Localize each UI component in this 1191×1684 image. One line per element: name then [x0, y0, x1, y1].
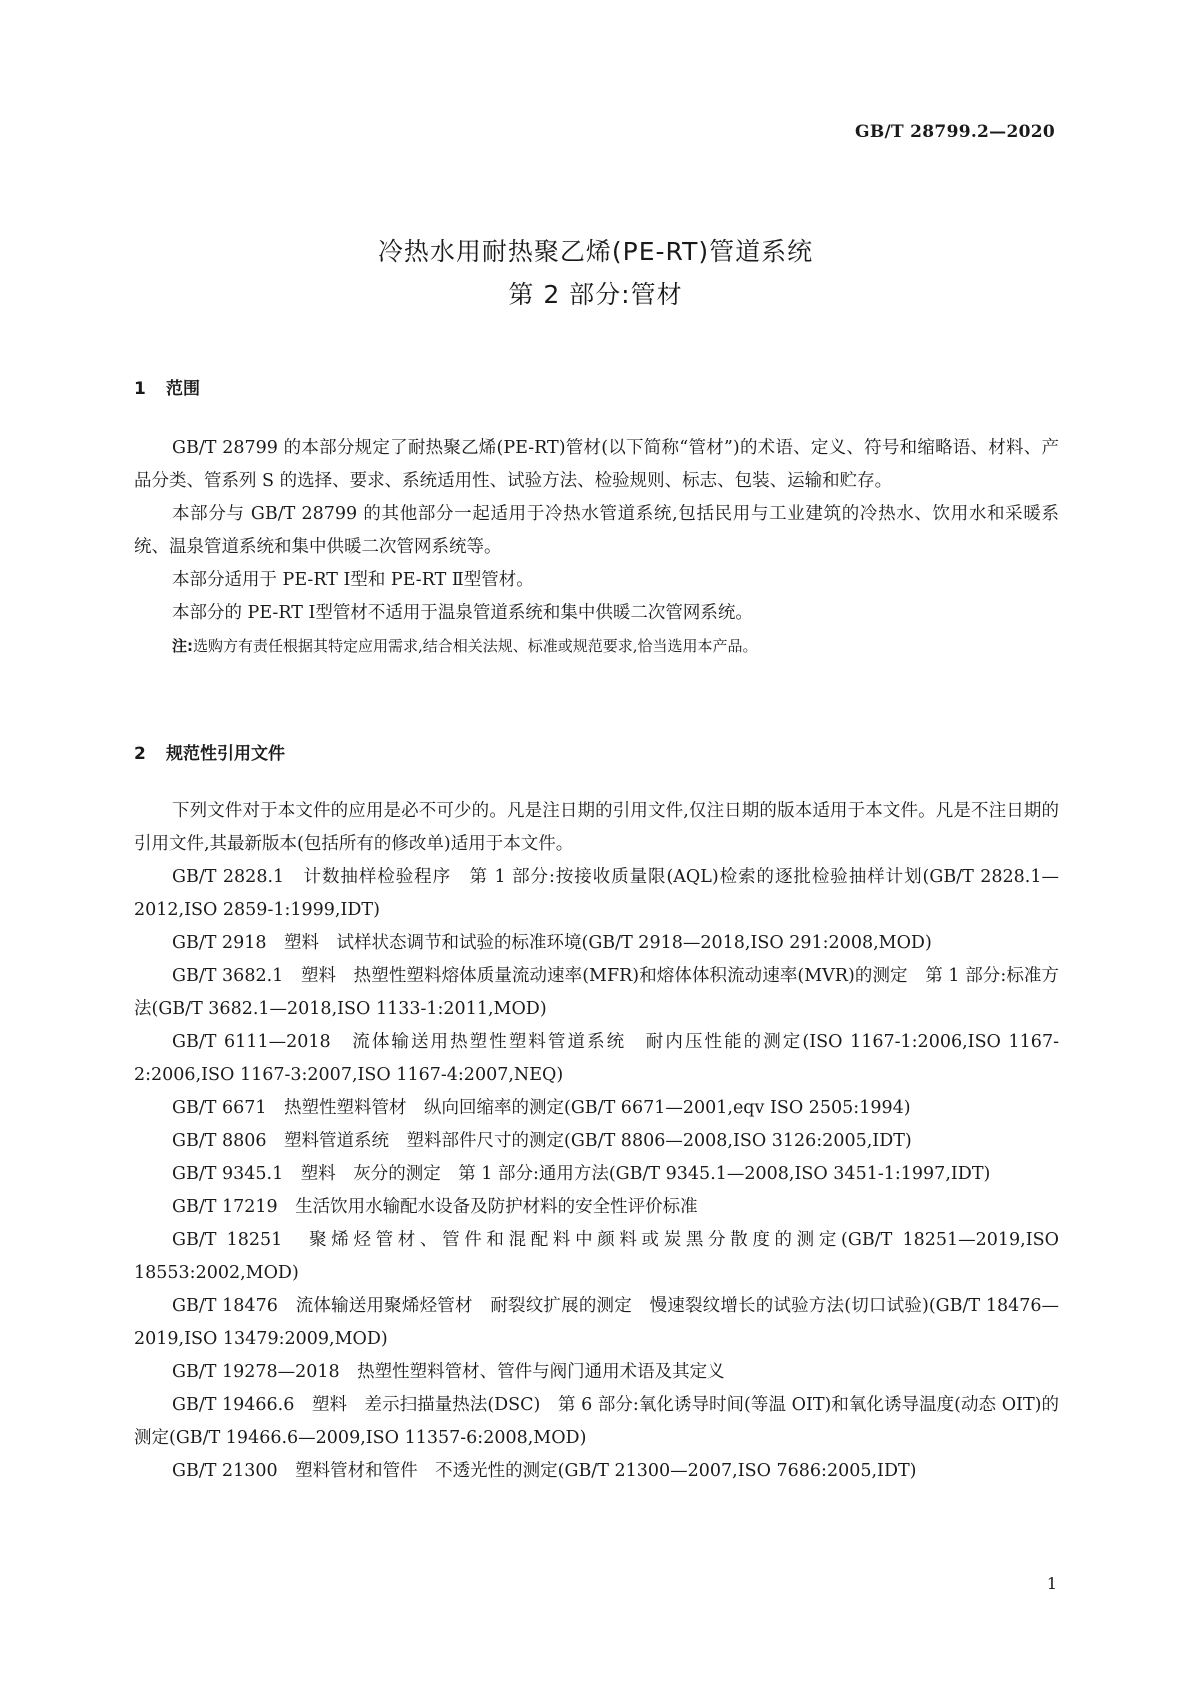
- section-1-heading: [134, 374, 200, 399]
- document-subtitle: 第 2 部分:管材: [508, 280, 683, 309]
- document-title: 冷热水用耐热聚乙烯(PE-RT)管道系统: [377, 237, 814, 266]
- reference-item: GB/T 9345.1 塑料 灰分的测定 第 1 部分:通用方法(GB/T 9345.1—2008,ISO 3451-1:1997,IDT): [172, 1164, 991, 1184]
- section-1-title: 范围: [166, 379, 200, 399]
- section-2-heading: [134, 739, 285, 764]
- section-2-title: 规范性引用文件: [166, 744, 285, 764]
- reference-item: GB/T 19278—2018 热塑性塑料管材、管件与阀门通用术语及其定义: [172, 1362, 725, 1382]
- note: [134, 630, 1059, 663]
- reference-item: GB/T 6671 热塑性塑料管材 纵向回缩率的测定(GB/T 6671—2001,eqv ISO 2505:1994): [172, 1098, 911, 1118]
- standard-number: GB/T 28799.2—2020: [855, 122, 1055, 142]
- reference-item: GB/T 21300 塑料管材和管件 不透光性的测定(GB/T 21300—2007,ISO 7686:2005,IDT): [172, 1461, 917, 1481]
- section-2-body: [134, 795, 1059, 1488]
- section-1-body: [134, 432, 1059, 663]
- paragraph: GB/T 28799 的本部分规定了耐热聚乙烯(PE-RT)管材(以下简称“管材”)的术语、定义、符号和缩略语、材料、产品分类、管系列 S 的选择、要求、系统适用性、试验方法、检验规则、标志、包装、运输和贮存。: [134, 438, 1059, 491]
- note-text: 选购方有责任根据其特定应用需求,结合相关法规、标准或规范要求,恰当选用本产品。: [193, 637, 758, 655]
- section-1-number: 1: [134, 379, 146, 399]
- reference-item: GB/T 18476 流体输送用聚烯烃管材 耐裂纹扩展的测定 慢速裂纹增长的试验方法(切口试验)(GB/T 18476—2019,ISO 13479:2009,MOD): [134, 1296, 1059, 1349]
- reference-item: GB/T 2918 塑料 试样状态调节和试验的标准环境(GB/T 2918—2018,ISO 291:2008,MOD): [172, 933, 932, 953]
- reference-item: GB/T 19466.6 塑料 差示扫描量热法(DSC) 第 6 部分:氧化诱导时间(等温 OIT)和氧化诱导温度(动态 OIT)的测定(GB/T 19466.6—2009,ISO 11357-6:2008,MOD): [134, 1395, 1059, 1448]
- reference-item: GB/T 3682.1 塑料 热塑性塑料熔体质量流动速率(MFR)和熔体体积流动速率(MVR)的测定 第 1 部分:标准方法(GB/T 3682.1—2018,ISO 1133-1:2011,MOD): [134, 966, 1059, 1019]
- page-number: 1: [1046, 1574, 1057, 1593]
- paragraph: 本部分适用于 PE-RT Ⅰ型和 PE-RT Ⅱ型管材。: [172, 570, 534, 590]
- section-2-number: 2: [134, 744, 146, 764]
- reference-item: GB/T 18251 聚烯烃管材、管件和混配料中颜料或炭黑分散度的测定(GB/T 18251—2019,ISO 18553:2002,MOD): [134, 1230, 1059, 1283]
- reference-item: GB/T 6111—2018 流体输送用热塑性塑料管道系统 耐内压性能的测定(ISO 1167-1:2006,ISO 1167-2:2006,ISO 1167-3:2007,ISO 1167-4:2007,NEQ): [134, 1032, 1059, 1085]
- reference-item: GB/T 8806 塑料管道系统 塑料部件尺寸的测定(GB/T 8806—2008,ISO 3126:2005,IDT): [172, 1131, 912, 1151]
- note-label: 注:: [172, 637, 193, 655]
- paragraph: 本部分与 GB/T 28799 的其他部分一起适用于冷热水管道系统,包括民用与工业建筑的冷热水、饮用水和采暖系统、温泉管道系统和集中供暖二次管网系统等。: [134, 504, 1059, 557]
- reference-item: GB/T 17219 生活饮用水输配水设备及防护材料的安全性评价标准: [172, 1197, 698, 1217]
- reference-item: GB/T 2828.1 计数抽样检验程序 第 1 部分:按接收质量限(AQL)检索的逐批检验抽样计划(GB/T 2828.1—2012,ISO 2859-1:1999,IDT): [134, 867, 1059, 920]
- paragraph: 下列文件对于本文件的应用是必不可少的。凡是注日期的引用文件,仅注日期的版本适用于本文件。凡是不注日期的引用文件,其最新版本(包括所有的修改单)适用于本文件。: [134, 801, 1059, 854]
- paragraph: 本部分的 PE-RT Ⅰ型管材不适用于温泉管道系统和集中供暖二次管网系统。: [172, 603, 753, 623]
